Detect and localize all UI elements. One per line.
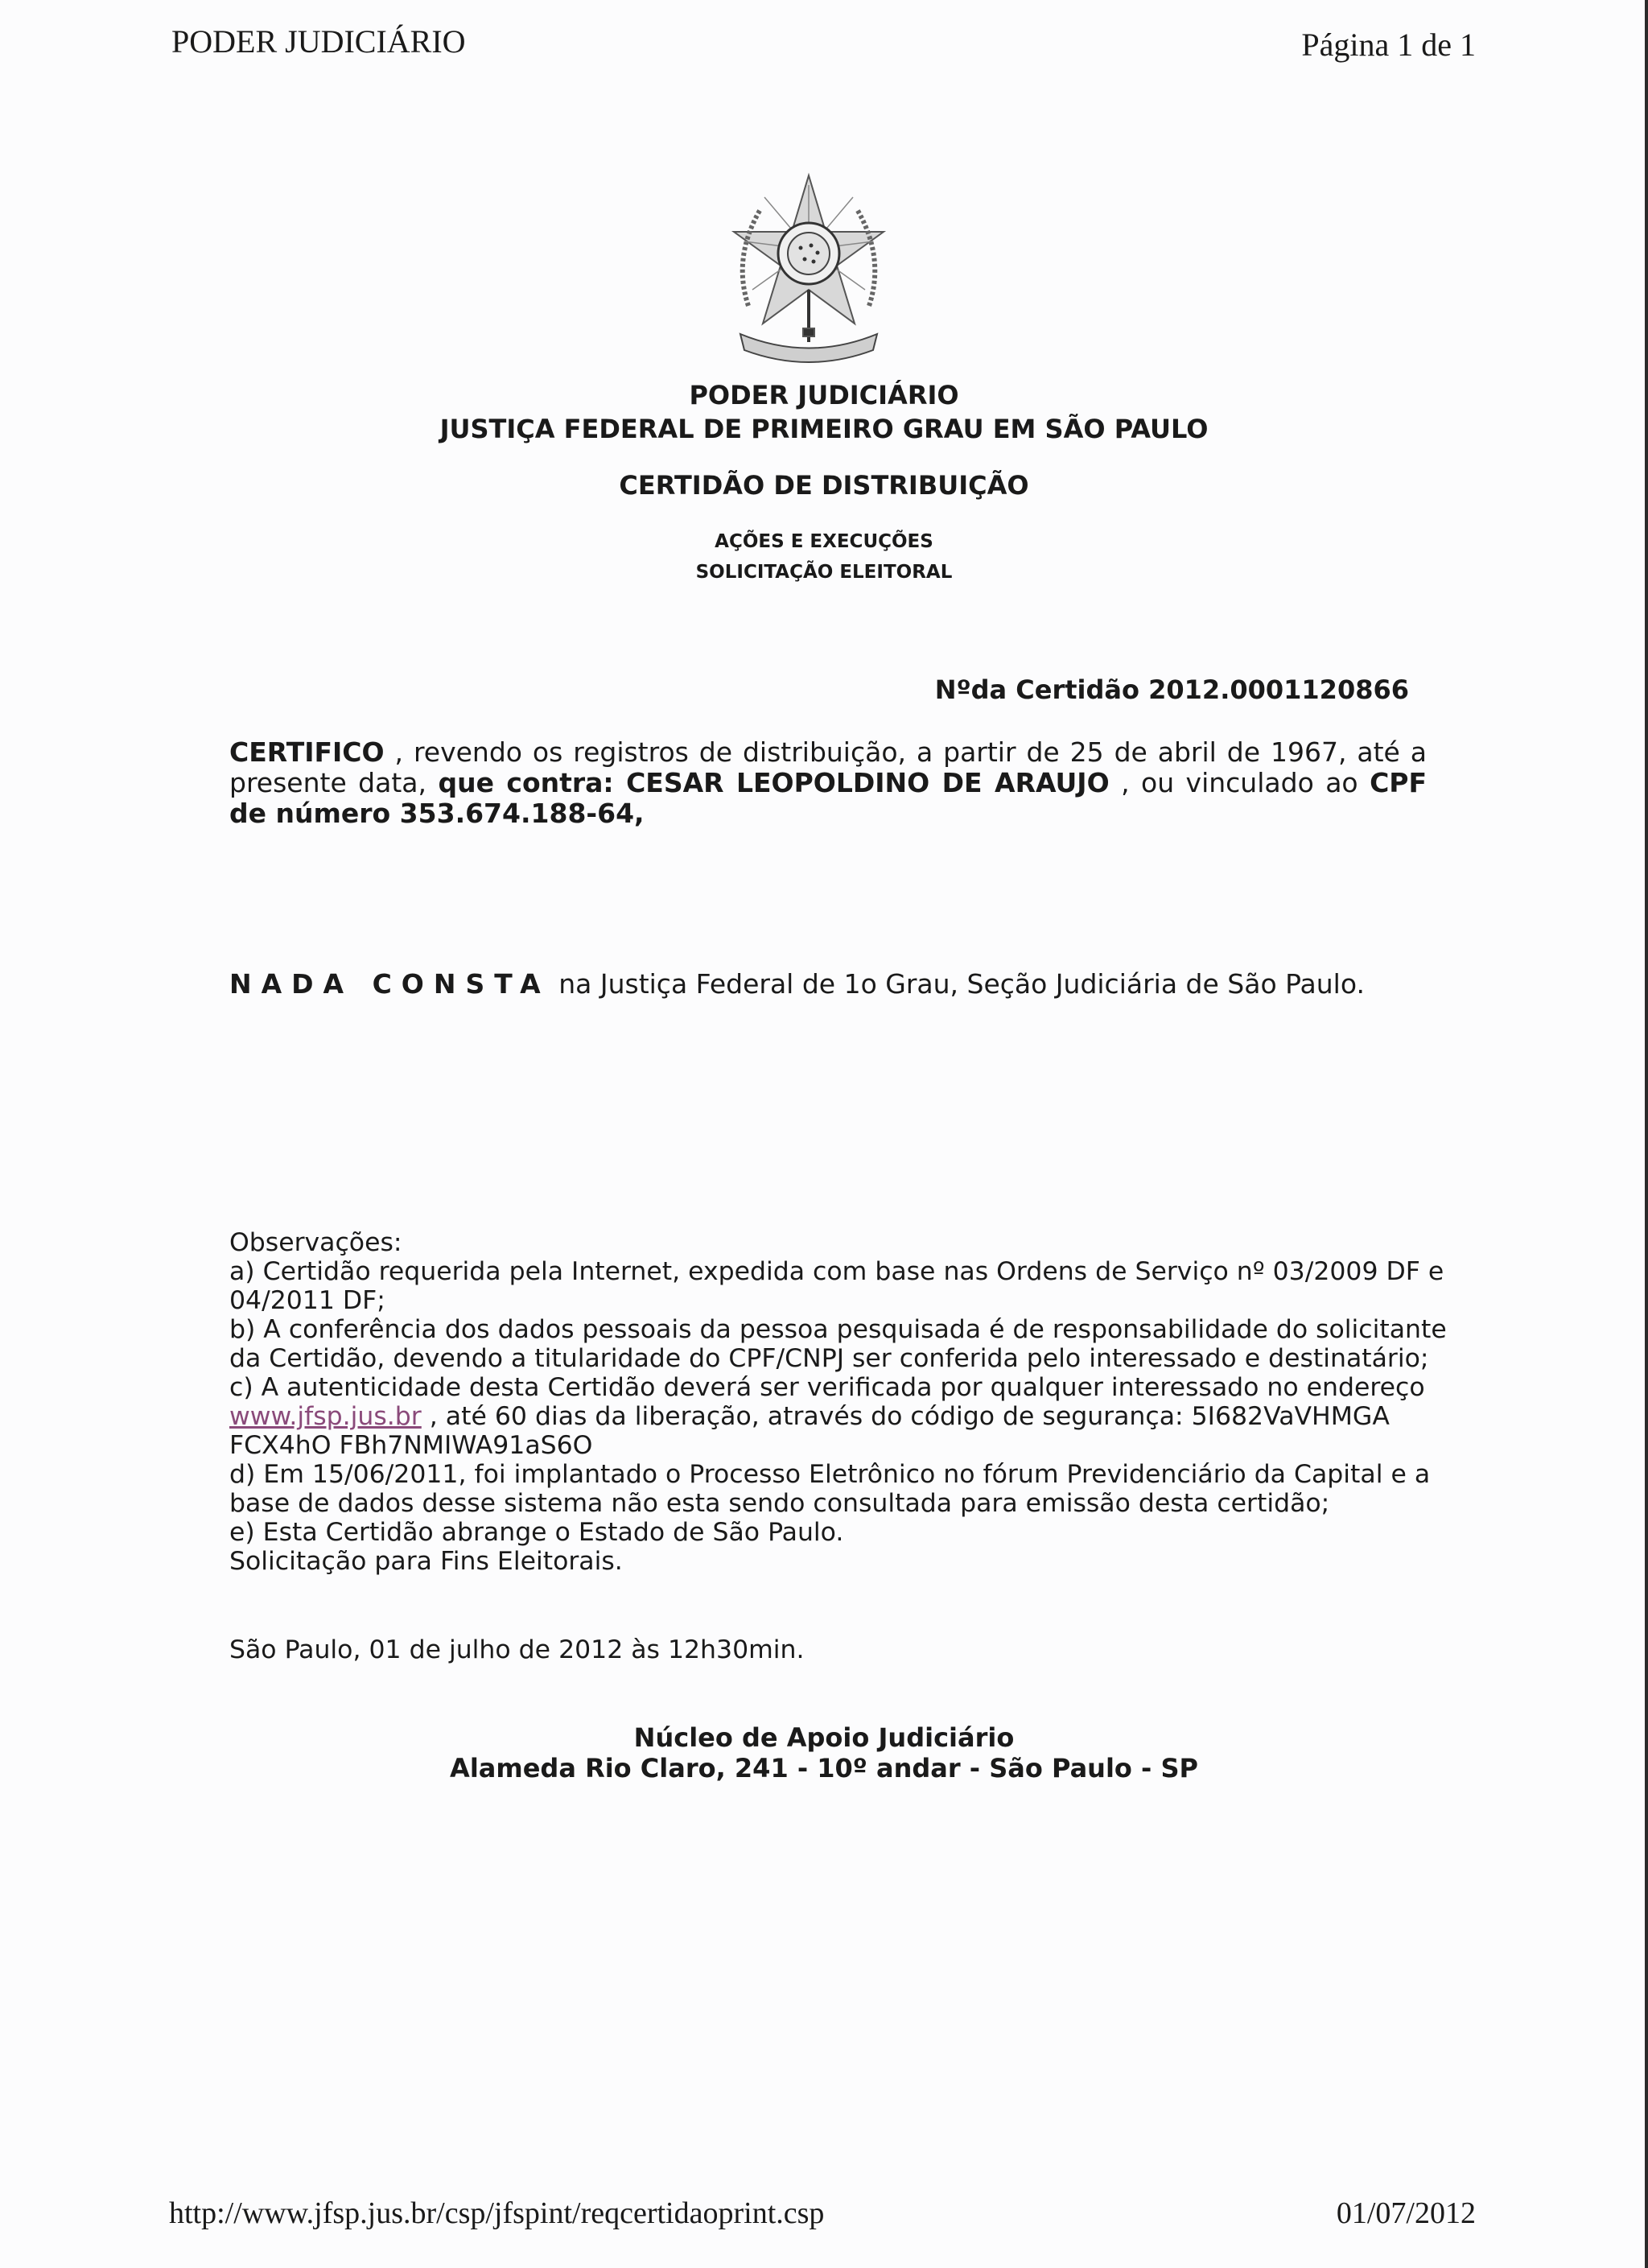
- observacao-c: [229, 1373, 1452, 1460]
- date-place: São Paulo, 01 de julho de 2012 às 12h30min.: [229, 1635, 805, 1664]
- subtitle-solicitacao: SOLICITAÇÃO ELEITORAL: [695, 562, 953, 583]
- footer-url: http://www.jfsp.jus.br/csp/jfspint/reqcertidaoprint.csp: [169, 2196, 825, 2230]
- certifico-cpf: CPF de número 353.674.188-64,: [229, 767, 1428, 829]
- observacao-c-pre: c) A autenticidade desta Certidão deverá ser verificada por qualquer interessado no endereço: [229, 1373, 1433, 1402]
- nada-consta-label: NADA CONSTA: [229, 968, 550, 1000]
- observacao-b: b) A conferência dos dados pessoais da pessoa pesquisada é de responsabilidade do solicitante da Certidão, devendo a titularidade do CPF/CNPJ ser conferida pelo interessado e destinatário;: [229, 1315, 1455, 1373]
- header-left: PODER JUDICIÁRIO: [171, 23, 466, 60]
- title-poder-judiciario: PODER JUDICIÁRIO: [689, 380, 959, 410]
- observacao-c-post: , até 60 dias da liberação, através do código de segurança: 5I682VaVHMGA FCX4hO FBh7NMIWA91aS6O: [229, 1402, 1398, 1460]
- certifico-label: CERTIFICO: [229, 736, 385, 768]
- nada-consta-line: [229, 968, 1365, 1000]
- header-page-number: Página 1 de 1: [1301, 27, 1476, 63]
- observacoes-block: [229, 1228, 1455, 1576]
- brazil-coat-of-arms-icon: [716, 169, 901, 370]
- observacao-e: e) Esta Certidão abrange o Estado de São Paulo.: [229, 1518, 844, 1547]
- certificate-number: Nºda Certidão 2012.0001120866: [934, 674, 1409, 705]
- certifico-text: , revendo os registros de distribuição, a partir de 25 de abril de 1967, até a presente data,: [229, 736, 1427, 798]
- observacao-a: a) Certidão requerida pela Internet, expedida com base nas Ordens de Serviço nº 03/2009 DF e 04/2011 DF;: [229, 1257, 1452, 1315]
- nada-consta-text: na Justiça Federal de 1o Grau, Seção Judiciária de São Paulo.: [550, 968, 1365, 1000]
- certifico-subject: que contra: CESAR LEOPOLDINO DE ARAUJO: [438, 767, 1110, 798]
- certifico-link-text: , ou vinculado ao: [1109, 767, 1370, 798]
- footer-date: 01/07/2012: [1336, 2196, 1476, 2230]
- title-justica-federal: JUSTIÇA FEDERAL DE PRIMEIRO GRAU EM SÃO PAULO: [439, 414, 1209, 444]
- observacao-d: d) Em 15/06/2011, foi implantado o Processo Eletrônico no fórum Previdenciário da Capital e a base de dados desse sistema não esta sendo consultada para emissão desta certidão;: [229, 1460, 1439, 1518]
- observacoes-heading: Observações:: [229, 1228, 402, 1257]
- jfsp-link[interactable]: www.jfsp.jus.br: [229, 1402, 422, 1431]
- observacao-f: Solicitação para Fins Eleitorais.: [229, 1547, 623, 1576]
- certifico-paragraph: [229, 737, 1427, 829]
- title-certidao: CERTIDÃO DE DISTRIBUIÇÃO: [619, 470, 1029, 501]
- subtitle-acoes: AÇÕES E EXECUÇÕES: [715, 531, 933, 552]
- footer-address: Alameda Rio Claro, 241 - 10º andar - São Paulo - SP: [450, 1753, 1198, 1783]
- footer-nucleo: Núcleo de Apoio Judiciário: [633, 1722, 1015, 1753]
